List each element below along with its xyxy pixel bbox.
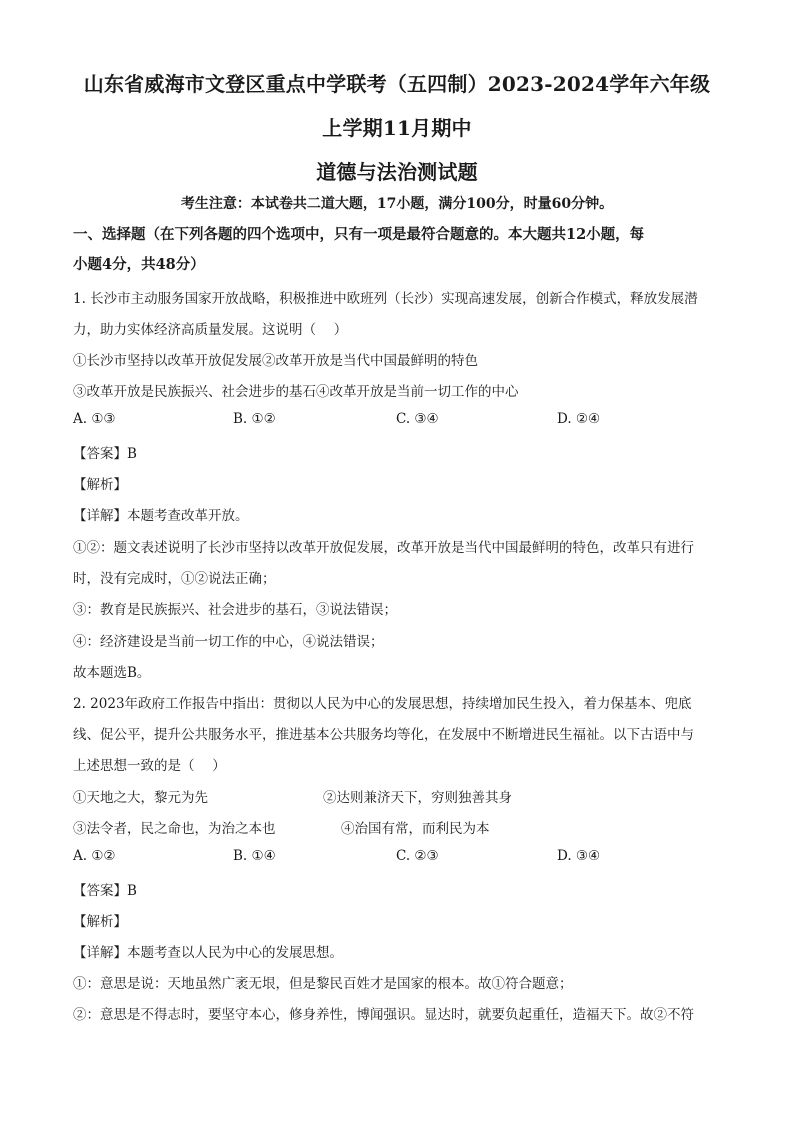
q2-statement-1: ①天地之大，黎元为先 — [73, 790, 208, 806]
q1-stem-line2: 力，助力实体经济高质量发展。这说明（ ） — [73, 322, 348, 338]
q1-statement-line2: ③改革开放是民族振兴、社会进步的基石④改革开放是当前一切工作的中心 — [73, 384, 519, 400]
q1-analysis-label: 【解析】 — [73, 477, 127, 493]
section1-heading-line1: 一、选择题（在下列各题的四个选项中，只有一项是最符合题意的。本大题共12小题，每 — [73, 226, 645, 243]
q1-option-c: C. ③④ — [396, 411, 439, 427]
q2-option-b: B. ①④ — [233, 848, 276, 864]
q2-statement-4: ④治国有常，而利民为本 — [341, 821, 490, 837]
q2-detail: 【详解】本题考查以人民为中心的发展思想。 — [73, 945, 343, 961]
q1-statement-line1: ①长沙市坚持以改革开放促发展②改革开放是当代中国最鲜明的特色 — [73, 353, 478, 369]
q2-stem-line3: 上述思想一致的是（ ） — [73, 758, 226, 774]
q1-explanation-2: ③：教育是民族振兴、社会进步的基石，③说法错误； — [73, 602, 397, 618]
q1-answer: 【答案】B — [73, 446, 137, 462]
q2-analysis-label: 【解析】 — [73, 914, 127, 930]
q1-option-d: D. ②④ — [557, 411, 601, 427]
section1-heading-line2: 小题4分，共48分） — [73, 256, 205, 273]
q2-statement-2: ②达则兼济天下，穷则独善其身 — [323, 790, 512, 806]
exam-title-line2: 上学期11月期中 — [322, 116, 472, 140]
q1-option-a: A. ①③ — [73, 411, 116, 427]
q2-option-c: C. ②③ — [396, 848, 439, 864]
q1-explanation-1-line1: ①②：题文表述说明了长沙市坚持以改革开放促发展，改革开放是当代中国最鲜明的特色，改革只有进行 — [73, 540, 694, 556]
q2-stem-line2: 线、促公平，提升公共服务水平，推进基本公共服务均等化，在发展中不断增进民生福祉。以下古语中与 — [73, 727, 694, 743]
q2-explanation-1: ①：意思是说：天地虽然广袤无垠，但是黎民百姓才是国家的根本。故①符合题意； — [73, 976, 573, 992]
q1-detail: 【详解】本题考查改革开放。 — [73, 508, 249, 524]
q2-option-d: D. ③④ — [557, 848, 601, 864]
q2-answer: 【答案】B — [73, 883, 137, 899]
q2-option-a: A. ①② — [73, 848, 116, 864]
q1-conclusion: 故本题选B。 — [73, 665, 151, 681]
q2-stem-line1: 2. 2023年政府工作报告中指出：贯彻以人民为中心的发展思想，持续增加民生投入，着力保基本、兜底 — [73, 696, 692, 712]
q1-explanation-1-line2: 时，没有完成时，①②说法正确； — [73, 571, 276, 587]
exam-notice: 考生注意：本试卷共二道大题，17小题，满分100分，时量60分钟。 — [180, 196, 614, 212]
q2-statement-3: ③法令者，民之命也，为治之本也 — [73, 821, 276, 837]
q1-option-b: B. ①② — [233, 411, 276, 427]
q1-explanation-3: ④：经济建设是当前一切工作的中心，④说法错误； — [73, 634, 384, 650]
exam-title-line1: 山东省威海市文登区重点中学联考（五四制）2023-2024学年六年级 — [83, 72, 711, 96]
q1-stem-line1: 1. 长沙市主动服务国家开放战略，积极推进中欧班列（长沙）实现高速发展，创新合作模式，释放发展潜 — [73, 291, 698, 307]
exam-subject-title: 道德与法治测试题 — [316, 160, 478, 184]
q2-explanation-2: ②：意思是不得志时，要坚守本心，修身养性，博闻强识。显达时，就要负起重任，造福天下。故②不符 — [73, 1007, 694, 1023]
